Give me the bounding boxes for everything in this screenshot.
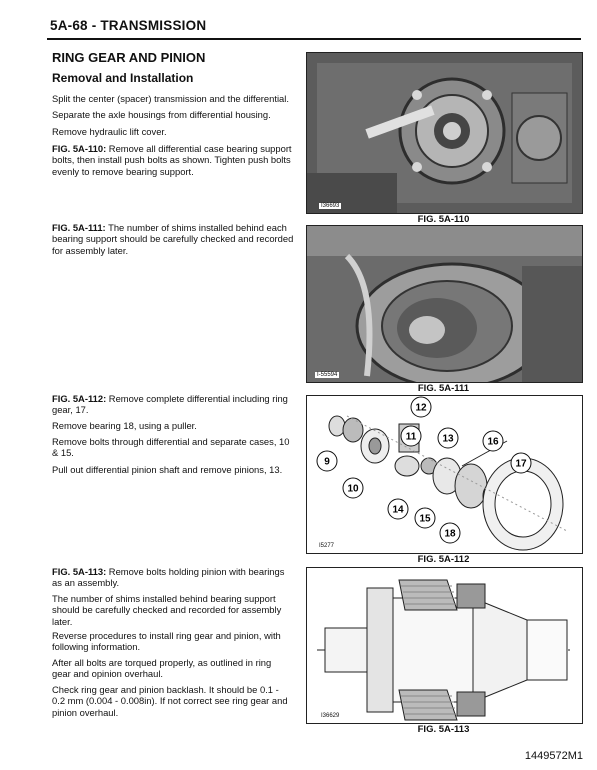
callout-10 [343,478,363,498]
callout-15 [415,508,435,528]
figure-113-code: I36629 [321,713,340,719]
step-113-paragraph: After all bolts are torqued properly, as outlined in ring gear and opinion overhaul. [52,657,272,680]
step-112-paragraph: Remove bearing 18, using a puller. [52,420,197,431]
step-113-ref: FIG. 5A-113: [52,566,107,577]
figure-113-drawing [307,568,582,723]
intro-paragraph: Separate the axle housings from differential housing. [52,109,271,120]
figure-110-caption: FIG. 5A-110 [417,214,470,225]
figure-110-code: I36693 [321,203,340,209]
callout-14 [388,499,408,519]
callout-17 [511,453,531,473]
intro-paragraph: Remove hydraulic lift cover. [52,126,167,137]
step-113-paragraph: The number of shims installed behind bearing support should be carefully checked and recorded for assembly later. [52,593,282,627]
step-110-ref: FIG. 5A-110: [52,143,107,154]
callout-18 [440,523,460,543]
figure-113-diagram [306,567,583,724]
section-title: RING GEAR AND PINION [52,50,206,65]
svg-text:10: 10 [347,483,359,495]
step-113-paragraph [52,566,296,589]
callout-9 [317,451,337,471]
callout-16 [483,431,503,451]
step-112-paragraph: Remove bolts through differential and separate cases, 10 & 15. [52,436,290,459]
callout-11 [401,426,421,446]
step-111-ref: FIG. 5A-111: [52,222,106,233]
figure-112-caption: FIG. 5A-112 [417,554,470,565]
step-113-paragraph: Check ring gear and pinion backlash. It should be 0.1 - 0.2 mm (0.004 - 0.008in). If not correct see ring gear and pinion overhaul. [52,684,288,718]
section-subtitle: Removal and Installation [52,71,194,85]
figure-113-caption: FIG. 5A-113 [417,724,470,735]
step-110-text: Remove all differential case bearing support bolts, then install push bolts as shown. Tighten push bolts evenly to remove bearing support. [52,143,292,177]
callout-12 [411,397,431,417]
figure-112-drawing [307,396,582,553]
step-111-text: The number of shims installed behind each bearing support should be carefully checked and recorded for assembly later. [52,222,294,256]
figure-111-caption: FIG. 5A-111 [417,383,470,394]
svg-text:15: 15 [419,513,431,525]
step-113-paragraph: Reverse procedures to install ring gear and pinion, with following information. [52,630,281,653]
figure-110-drawing [307,53,582,213]
page-header [47,16,581,40]
figure-112-diagram [306,395,583,554]
figure-111-drawing [307,226,582,382]
step-111-paragraph [52,222,296,256]
svg-text:12: 12 [415,402,427,414]
step-112-ref: FIG. 5A-112: [52,393,107,404]
figure-112-code: I5277 [319,543,335,549]
step-112-paragraph: Pull out differential pinion shaft and remove pinions, 13. [52,464,283,475]
figure-110-photo [306,52,583,214]
step-110-paragraph [52,143,296,177]
svg-text:16: 16 [487,436,499,448]
svg-text:14: 14 [392,504,404,516]
svg-text:11: 11 [405,431,417,443]
svg-text:13: 13 [442,433,454,445]
step-112-text: Remove complete differential including ring gear, 17. [52,393,288,416]
svg-text:18: 18 [444,528,456,540]
step-113-text: Remove bolts holding pinion with bearings as an assembly. [52,566,285,589]
page-header-title: 5A-68 - TRANSMISSION [50,18,207,33]
step-112-paragraph [52,393,296,416]
intro-paragraph: Split the center (spacer) transmission and the differential. [52,93,289,104]
svg-text:17: 17 [515,458,527,470]
figure-111-code: I-55594 [317,372,338,378]
figure-111-photo [306,225,583,383]
callout-13 [438,428,458,448]
document-number: 1449572M1 [524,750,583,762]
svg-text:9: 9 [324,456,330,468]
